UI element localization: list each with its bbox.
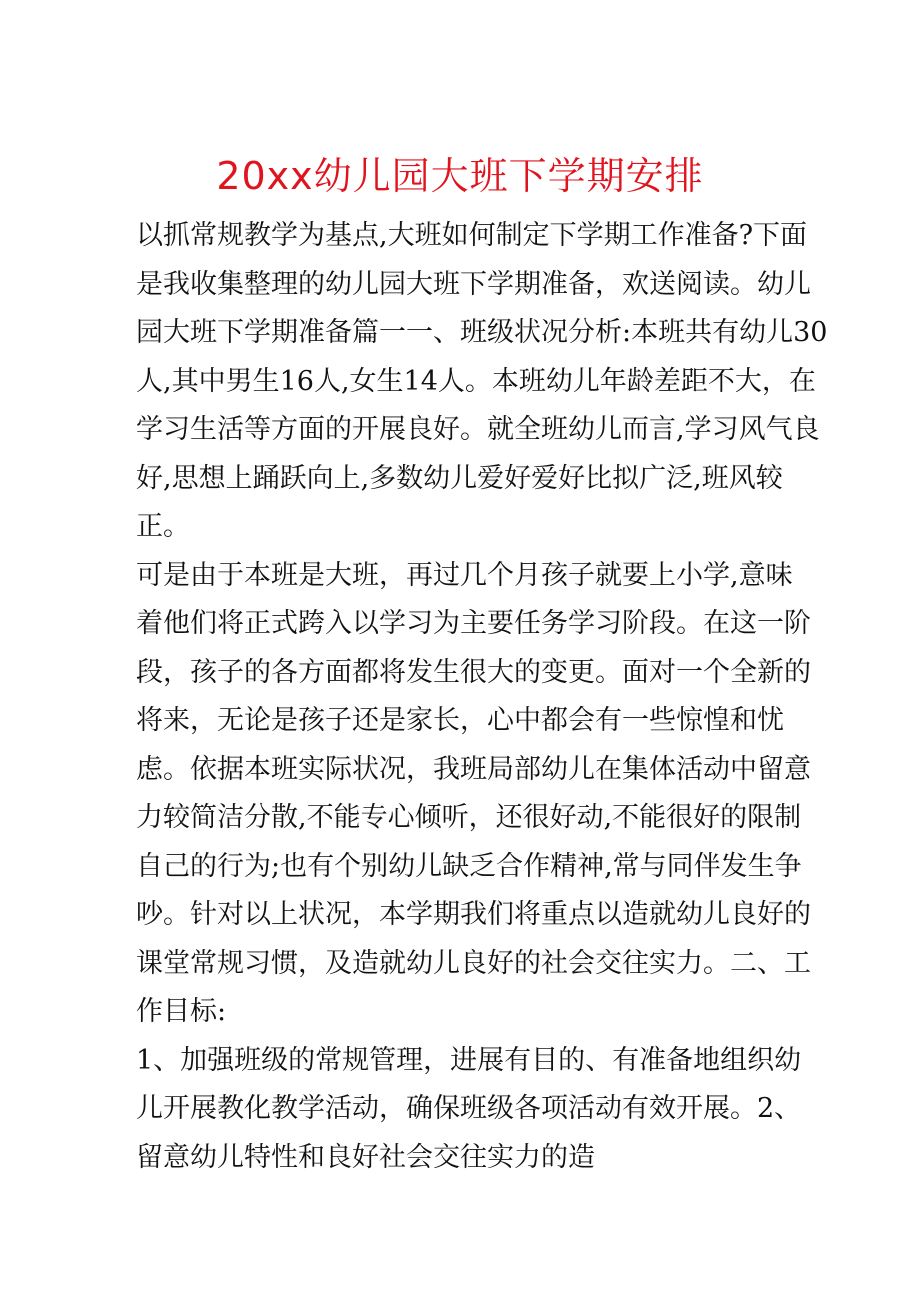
paragraph-1 (136, 212, 828, 552)
text-line: 以抓常规教学为基点,大班如何制定下学期工作准备?下面 (136, 220, 808, 251)
text-line: 儿开展教化教学活动，确保班级各项活动有效开展。2、 (136, 1093, 802, 1124)
text-line: 吵。针对以上状况，本学期我们将重点以造就幼儿良好的 (136, 899, 811, 930)
text-line: 人,其中男生16人,女生14人。本班幼儿年龄差距不大，在 (136, 365, 816, 397)
paragraph-3 (136, 1037, 802, 1183)
text-line: 自己的行为;也有个别幼儿缺乏合作精神,常与同伴发生争 (136, 850, 802, 882)
text-line: 正。 (136, 511, 190, 542)
text-line: 园大班下学期准备篇一一、班级状况分析:本班共有幼儿30 (136, 317, 828, 348)
text-line: 可是由于本班是大班，再过几个月孩子就要上小学,意味 (136, 559, 793, 591)
text-line: 留意幼儿特性和良好社会交往实力的造 (136, 1141, 595, 1173)
text-line: 课堂常规习惯，及造就幼儿良好的社会交往实力。二、工 (136, 947, 811, 979)
text-line: 着他们将正式跨入以学习为主要任务学习阶段。在这一阶 (136, 608, 811, 639)
document-body (136, 212, 828, 1182)
text-line: 是我收集整理的幼儿园大班下学期准备，欢送阅读。幼儿 (136, 268, 811, 300)
text-line: 虑。依据本班实际状况，我班局部幼儿在集体活动中留意 (136, 753, 811, 785)
text-line: 好,思想上踊跃向上,多数幼儿爱好爱好比拟广泛,班风较 (136, 462, 783, 494)
text-line: 力较简洁分散,不能专心倾听，还很好动,不能很好的限制 (136, 802, 802, 833)
document-title: 20xx幼儿园大班下学期安排 (216, 154, 704, 198)
text-line: 1、加强班级的常规管理，进展有目的、有准备地组织幼 (136, 1044, 802, 1076)
text-line: 段，孩子的各方面都将发生很大的变更。面对一个全新的 (136, 656, 811, 688)
text-line: 学习生活等方面的开展良好。就全班幼儿而言,学习风气良 (136, 414, 820, 445)
text-line: 将来，无论是孩子还是家长，心中都会有一些惊惶和忧 (136, 705, 784, 736)
paragraph-2 (136, 552, 811, 1037)
text-line: 作目标: (136, 996, 227, 1027)
